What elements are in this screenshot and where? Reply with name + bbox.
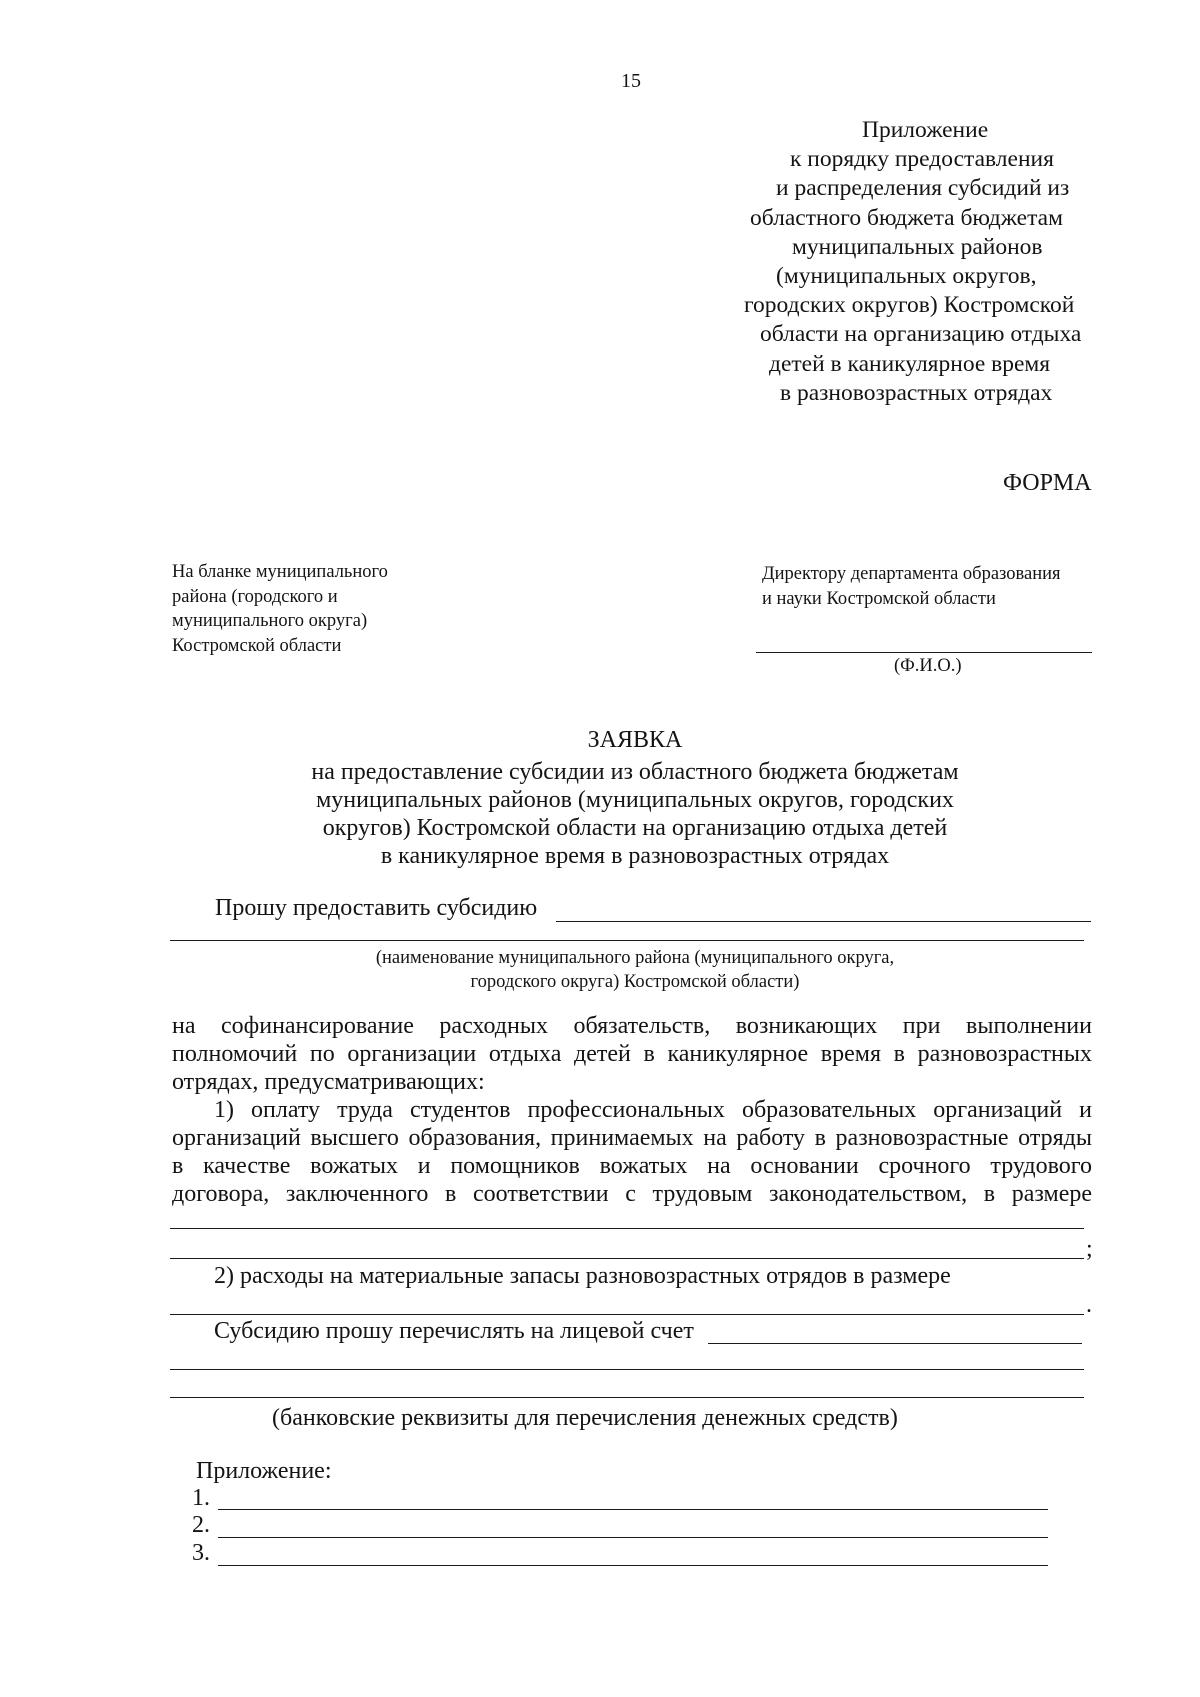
item1-amount-line-1[interactable] <box>170 1228 1084 1229</box>
form-label: ФОРМА <box>1003 470 1092 496</box>
letterhead-line: муниципального округа) <box>172 611 368 631</box>
request-label: Прошу предоставить субсидию <box>215 895 538 921</box>
appendix-line: (муниципальных округов, <box>776 263 1037 290</box>
item1-line: 1) оплату труда студентов профессиональных образовательных организаций и <box>214 1097 1092 1123</box>
account-input-line-3[interactable] <box>170 1397 1084 1398</box>
title-line: на предоставление субсидии из областного бюджета бюджетам <box>311 759 959 785</box>
attachments-label: Приложение: <box>196 1458 332 1484</box>
account-input-line-2[interactable] <box>170 1369 1084 1370</box>
item1-line: договора, заключенного в соответствии с трудовым законодательством, в размере <box>172 1181 1092 1207</box>
appendix-line: и распределения субсидий из <box>776 175 1070 202</box>
item2-label: 2) расходы на материальные запасы разновозрастных отрядов в размере <box>214 1263 951 1289</box>
letterhead-block <box>172 560 388 658</box>
purpose-line: полномочий по организации отдыха детей в каникулярное время в разновозрастных <box>172 1041 1092 1067</box>
purpose-line: отрядах, предусматривающих: <box>172 1069 485 1095</box>
attachment-number: 3. <box>192 1540 210 1566</box>
appendix-line: городских округов) Костромской <box>744 292 1075 319</box>
purpose-line: на софинансирование расходных обязательств, возникающих при выполнении <box>172 1013 1092 1039</box>
attachment-input-line-3[interactable] <box>218 1565 1048 1566</box>
letterhead-line: Костромской области <box>172 635 342 656</box>
attachment-input-line-1[interactable] <box>218 1509 1048 1510</box>
attachment-number: 2. <box>192 1512 210 1538</box>
attachment-input-line-2[interactable] <box>218 1537 1048 1538</box>
item2-amount-line[interactable] <box>170 1314 1084 1315</box>
letterhead-line: района (городского и <box>172 586 338 607</box>
appendix-line: к порядку предоставления <box>790 146 1054 173</box>
appendix-line: детей в каникулярное время <box>769 350 1051 377</box>
request-hint-line: городского округа) Костромской области) <box>470 972 800 992</box>
item1-end-mark: ; <box>1086 1236 1093 1262</box>
appendix-block <box>744 116 1095 408</box>
addressee-line: Директору департамента образования <box>762 564 1061 584</box>
request-input-line-1[interactable] <box>556 921 1091 922</box>
fio-input-line[interactable] <box>756 652 1092 653</box>
item2-end-mark: . <box>1086 1292 1092 1318</box>
appendix-line: муниципальных районов <box>792 233 1043 260</box>
account-hint: (банковские реквизиты для перечисления денежных средств) <box>272 1405 898 1431</box>
appendix-line: областного бюджета бюджетам <box>750 204 1063 231</box>
item1-paragraph <box>172 1096 1092 1208</box>
item1-line: в качестве вожатых и помощников вожатых на основании срочного трудового <box>172 1153 1092 1179</box>
title-line: в каникулярное время в разновозрастных отрядах <box>380 843 890 869</box>
appendix-line: в разновозрастных отрядах <box>780 379 1053 406</box>
request-hint-line: (наименование муниципального района (муниципального округа, <box>375 948 895 968</box>
appendix-line: Приложение <box>862 117 989 143</box>
application-title <box>160 726 1110 870</box>
request-input-line-2[interactable] <box>170 940 1084 941</box>
account-label: Субсидию прошу перечислять на лицевой счет <box>214 1318 694 1344</box>
addressee-line: и науки Костромской области <box>762 588 996 609</box>
item1-amount-line-2[interactable] <box>170 1258 1084 1259</box>
addressee-block <box>762 562 1061 611</box>
title-line: муниципальных районов (муниципальных округов, городских <box>316 787 954 813</box>
item1-line: организаций высшего образования, принимаемых на работу в разновозрастные отряды <box>172 1125 1092 1151</box>
request-hint <box>160 946 1110 994</box>
fio-caption: (Ф.И.О.) <box>894 656 962 676</box>
account-input-line-1[interactable] <box>708 1343 1082 1344</box>
page-number: 15 <box>621 70 641 92</box>
purpose-paragraph <box>172 1012 1092 1096</box>
appendix-line: области на организацию отдыха <box>760 321 1082 348</box>
title-line: округов) Костромской области на организацию отдыха детей <box>322 815 948 841</box>
letterhead-line: На бланке муниципального <box>172 562 388 582</box>
attachment-number: 1. <box>192 1485 210 1511</box>
title-heading: ЗАЯВКА <box>587 727 683 753</box>
